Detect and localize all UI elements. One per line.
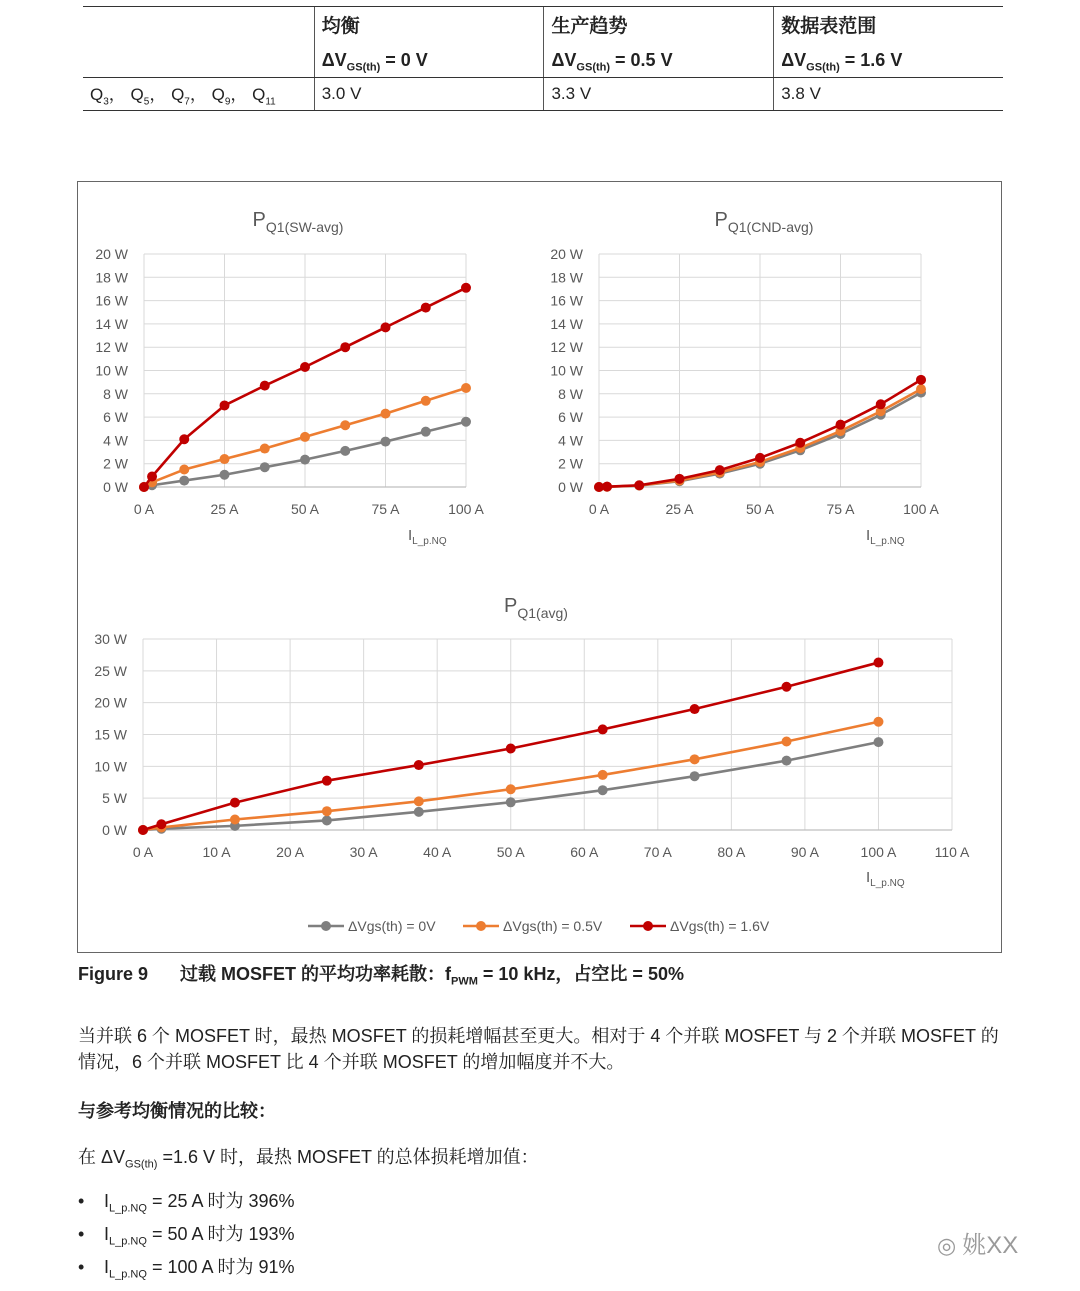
chart-title-sub: Q1(CND-avg) [727, 219, 814, 235]
list-item: • $I_{L\_p.NQ} = 25$ A 时为 396% [78, 1188, 295, 1222]
chart-2 [550, 209, 939, 547]
list-item: • $I_{L\_p.NQ} = 100$ A 时为 91% [78, 1254, 295, 1288]
chart-3 [94, 595, 970, 889]
x-axis-label-main: I [408, 527, 413, 544]
x-tick-label: 50 A [745, 501, 775, 517]
y-tick-label: 12 W [95, 339, 128, 356]
legend-entry: ΔVgs(th) = 0V [348, 918, 436, 934]
x-axis-label-sub: L_p.NQ [870, 878, 905, 889]
figure-frame [77, 181, 1002, 953]
data-point [414, 796, 424, 806]
section-subheading: 与参考均衡情况的比较： [78, 1101, 276, 1121]
data-point [782, 756, 792, 766]
y-tick-label: 20 W [550, 246, 583, 262]
data-point [602, 482, 612, 492]
legend-marker [476, 921, 486, 931]
y-tick-label: 14 W [550, 315, 583, 332]
data-point [340, 446, 350, 456]
legend-marker [643, 921, 653, 931]
data-point [782, 682, 792, 692]
data-point [300, 362, 310, 372]
data-point [179, 465, 189, 475]
data-point [634, 480, 644, 490]
y-tick-label: 4 W [558, 432, 583, 449]
y-tick-label: 0 W [558, 479, 583, 495]
y-tick-label: 16 W [550, 292, 583, 309]
data-point [322, 806, 332, 816]
data-point [506, 744, 516, 754]
caption-text-b: = 10 kHz，占空比 = 50% [477, 964, 684, 984]
y-tick-label: 2 W [103, 455, 128, 472]
y-tick-label: 10 W [95, 362, 128, 379]
body-paragraph: 当并联 6 个 MOSFET 时，最热 MOSFET 的损耗增幅甚至更大。相对于 4 个并联 MOSFET 与 2 个并联 MOSFET 的情况，6 个并联 MOSFET 比 4 个并联 MOSFET 的增加幅度并不大。 [78, 1026, 999, 1072]
x-tick-label: 100 A [860, 844, 897, 860]
data-point [260, 462, 270, 472]
row-label: $Q_3$， $Q_5$， $Q_7$， $Q_9$， $Q_{11}$ [83, 78, 314, 111]
y-tick-label: 20 W [95, 246, 128, 262]
x-tick-label: 90 A [790, 844, 819, 860]
y-tick-label: 2 W [558, 455, 583, 472]
data-point [414, 807, 424, 817]
chart-title-main: P [714, 209, 728, 231]
legend-marker [321, 921, 331, 931]
x-tick-label: 100 A [903, 501, 939, 517]
data-point [598, 770, 608, 780]
y-tick-label: 16 W [95, 292, 128, 309]
bullet-icon: • [78, 1191, 85, 1211]
data-point [147, 472, 157, 482]
x-axis-label-sub: L_p.NQ [412, 536, 447, 547]
data-point [598, 724, 608, 734]
data-point [381, 409, 391, 419]
data-point [230, 814, 240, 824]
data-point [873, 658, 883, 668]
chart-title [504, 595, 568, 621]
y-tick-label: 0 W [102, 822, 127, 838]
legend-entry: ΔVgs(th) = 1.6V [670, 918, 770, 934]
chart-title-sub: Q1(avg) [517, 605, 568, 621]
x-tick-label: 75 A [371, 501, 400, 517]
y-tick-label: 18 W [95, 269, 128, 286]
data-point [795, 438, 805, 448]
data-point [836, 420, 846, 430]
data-point [421, 303, 431, 313]
data-point [782, 737, 792, 747]
chart-1 [95, 209, 484, 547]
y-tick-label: 20 W [94, 694, 127, 711]
header-cell-production-trend [544, 7, 774, 78]
x-tick-label: 50 A [496, 844, 525, 860]
x-tick-label: 0 A [133, 501, 155, 517]
data-point [139, 482, 149, 492]
data-point [461, 417, 471, 427]
header-value: $\Delta V_{GS(th)} = 0.5$ V [551, 49, 673, 74]
x-tick-label: 50 A [290, 501, 320, 517]
data-point [755, 453, 765, 463]
x-tick-label: 25 A [665, 501, 694, 517]
data-point [340, 342, 350, 352]
value-cell-datasheet-range: 3.8 V [774, 78, 1003, 111]
x-tick-label: 10 A [202, 844, 231, 860]
x-tick-label: 30 A [349, 844, 378, 860]
header-name: 生产趋势 [551, 15, 628, 37]
data-point [421, 396, 431, 406]
data-point [506, 797, 516, 807]
y-tick-label: 15 W [94, 726, 127, 743]
y-tick-label: 8 W [558, 385, 583, 402]
y-tick-label: 25 W [94, 662, 127, 679]
y-tick-label: 4 W [103, 432, 128, 449]
data-point [381, 322, 391, 332]
header-value: $\Delta V_{GS(th)} = 0$ V [321, 49, 428, 74]
chart-title-sub: Q1(SW-avg) [265, 219, 344, 235]
wechat-icon: ◎ [937, 1233, 957, 1258]
chart-title [253, 209, 344, 235]
chart-legend [308, 918, 770, 934]
y-tick-label: 6 W [103, 409, 128, 426]
data-point [916, 375, 926, 385]
y-tick-label: 0 W [103, 479, 128, 495]
data-point [300, 432, 310, 442]
x-axis-label [866, 527, 905, 547]
threshold-table [83, 6, 1003, 111]
data-point [876, 399, 886, 409]
y-tick-label: 18 W [550, 269, 583, 286]
x-axis-label-sub: L_p.NQ [870, 536, 905, 547]
data-point [220, 470, 230, 480]
x-tick-label: 80 A [717, 844, 746, 860]
data-point [506, 784, 516, 794]
y-tick-label: 6 W [558, 409, 583, 426]
figure-caption [78, 960, 684, 988]
data-point [381, 437, 391, 447]
data-point [220, 400, 230, 410]
y-tick-label: 30 W [94, 631, 127, 647]
y-tick-label: 10 W [94, 758, 127, 775]
data-point [598, 785, 608, 795]
data-point [690, 771, 700, 781]
header-cell-datasheet-range [774, 7, 1003, 78]
header-value: $\Delta V_{GS(th)} = 1.6$ V [781, 49, 903, 74]
table-row [83, 78, 1003, 111]
data-point [340, 420, 350, 430]
figure-charts [78, 182, 1003, 954]
bullet-icon: • [78, 1224, 85, 1244]
data-point [461, 383, 471, 393]
x-tick-label: 75 A [826, 501, 855, 517]
value-cell-production-trend: 3.3 V [544, 78, 774, 111]
data-point [873, 737, 883, 747]
value-cell-balanced: 3.0 V [314, 78, 544, 111]
data-point [414, 760, 424, 770]
watermark: ◎ 姚XX [937, 1232, 1019, 1259]
data-point [179, 476, 189, 486]
bullet-icon: • [78, 1257, 85, 1277]
x-tick-label: 40 A [423, 844, 452, 860]
x-tick-label: 100 A [448, 501, 484, 517]
y-tick-label: 14 W [95, 315, 128, 332]
data-point [690, 704, 700, 714]
x-tick-label: 60 A [570, 844, 599, 860]
legend-entry: ΔVgs(th) = 0.5V [503, 918, 603, 934]
x-tick-label: 110 A [934, 844, 970, 860]
data-point [461, 283, 471, 293]
x-tick-label: 25 A [210, 501, 239, 517]
table-header-row [83, 7, 1003, 78]
x-axis-label [866, 869, 905, 889]
x-tick-label: 70 A [643, 844, 672, 860]
caption-sub: PWM [451, 975, 478, 988]
data-point [179, 434, 189, 444]
data-point [322, 776, 332, 786]
header-name: 均衡 [321, 15, 360, 37]
data-point [916, 384, 926, 394]
data-point [156, 819, 166, 829]
data-point [715, 465, 725, 475]
data-point [421, 427, 431, 437]
x-tick-label: 20 A [276, 844, 305, 860]
chart-title-main: P [504, 595, 518, 617]
data-point [873, 717, 883, 727]
data-point [138, 825, 148, 835]
x-tick-label: 0 A [132, 844, 154, 860]
x-axis-label-main: I [866, 527, 871, 544]
data-point [260, 444, 270, 454]
y-tick-label: 12 W [550, 339, 583, 356]
data-point [690, 754, 700, 764]
x-axis-label-main: I [866, 869, 871, 886]
figure-number: Figure 9 [78, 964, 149, 984]
data-point [322, 815, 332, 825]
x-axis-label [408, 527, 447, 547]
list-item: • $I_{L\_p.NQ} = 50$ A 时为 193% [78, 1221, 295, 1255]
data-point [260, 381, 270, 391]
data-point [230, 798, 240, 808]
condition-line: 在 $\Delta V_{GS(th)} =1.6$ V 时，最热 MOSFET 的总体损耗增加值： [78, 1147, 539, 1171]
y-tick-label: 5 W [102, 790, 127, 807]
y-tick-label: 10 W [550, 362, 583, 379]
header-cell-balanced [314, 7, 544, 78]
data-point [675, 474, 685, 484]
x-tick-label: 0 A [588, 501, 610, 517]
y-tick-label: 8 W [103, 385, 128, 402]
data-point [220, 454, 230, 464]
data-point [300, 455, 310, 465]
table-corner-cell [83, 7, 314, 78]
header-name: 数据表范围 [781, 15, 877, 37]
caption-text-a: 过载 MOSFET 的平均功率耗散：f [180, 964, 451, 984]
chart-title [715, 209, 814, 235]
chart-title-main: P [252, 209, 266, 231]
